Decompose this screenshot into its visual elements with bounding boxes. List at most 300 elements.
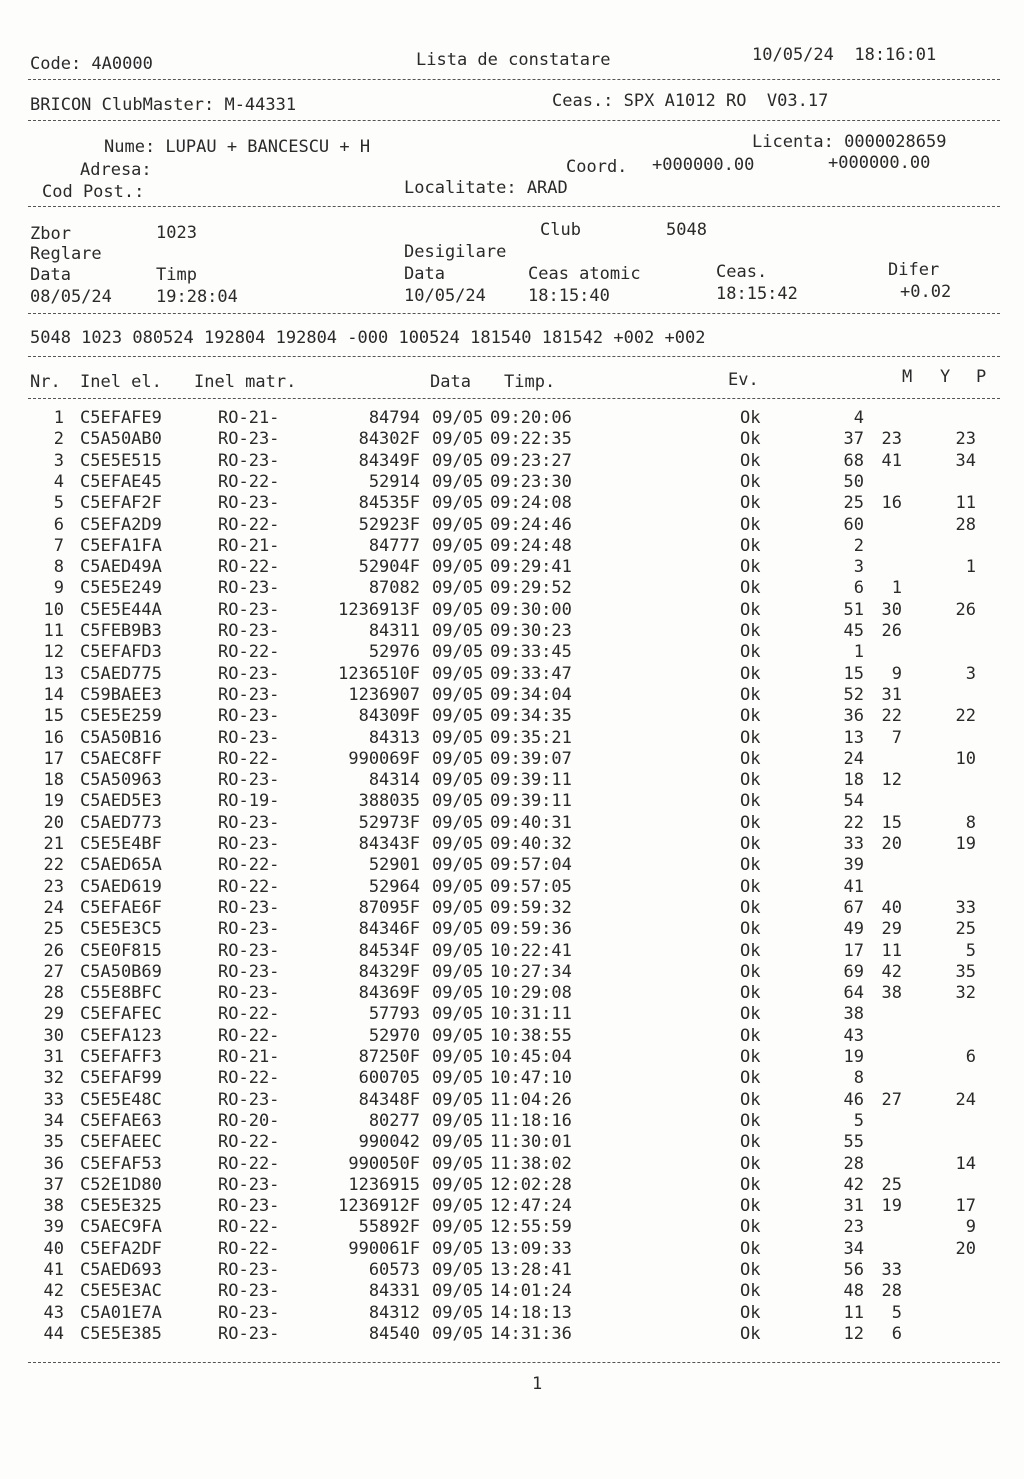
col-data: Data [430, 372, 471, 392]
ring-id: C5AED619 [80, 876, 162, 897]
arrival-date: 09/05 [432, 1089, 484, 1110]
ring-prefix: RO-22- [218, 557, 280, 578]
arrival-date: 09/05 [432, 1004, 484, 1025]
reglare-time: 19:28:04 [156, 287, 238, 307]
row-nr: 40 [43, 1238, 64, 1259]
score-m: 60 [843, 514, 864, 535]
print-datetime: 10/05/24 18:16:01 [752, 45, 937, 65]
score-p: 5 [965, 940, 976, 961]
table-row [0, 1196, 1024, 1217]
ring-id: C5AEC9FA [80, 1217, 162, 1238]
score-p: 10 [955, 748, 976, 769]
event-status: Ok [740, 812, 761, 833]
score-y: 5 [891, 1302, 902, 1323]
score-m: 39 [843, 855, 864, 876]
table-row [0, 813, 1024, 834]
event-status: Ok [740, 557, 761, 578]
arrival-time: 09:34:04 [490, 684, 572, 705]
table-row [0, 1068, 1024, 1089]
event-status: Ok [740, 1047, 761, 1067]
arrival-date: 09/05 [432, 1110, 484, 1131]
ring-id: C5FEB9B3 [80, 621, 162, 641]
row-nr: 12 [43, 642, 64, 663]
arrival-time: 09:57:04 [490, 855, 572, 876]
reglare-data-label: Data [30, 265, 71, 285]
score-m: 19 [843, 1047, 864, 1067]
arrival-time: 12:55:59 [490, 1217, 572, 1238]
ring-id: C55E8BFC [80, 983, 162, 1004]
score-m: 46 [843, 1089, 864, 1110]
col-inel-el: Inel el. [80, 372, 162, 392]
score-p: 17 [955, 1196, 976, 1217]
ring-number: 52970 [368, 1025, 420, 1046]
ring-id: C5EFAF2F [80, 493, 162, 514]
reglare-label: Reglare [30, 244, 102, 264]
ceas-atomic-label: Ceas atomic [528, 264, 641, 284]
col-nr: Nr. [30, 372, 61, 392]
club-label: Club [540, 220, 581, 240]
ring-id: C5E5E3AC [80, 1281, 162, 1302]
row-nr: 23 [43, 876, 64, 897]
ring-prefix: RO-23- [218, 961, 280, 982]
arrival-date: 09/05 [432, 940, 484, 961]
ring-prefix: RO-20- [218, 1110, 280, 1131]
arrival-date: 09/05 [432, 961, 484, 982]
ring-prefix: RO-22- [218, 1217, 280, 1238]
ceas-label: Ceas. [716, 262, 768, 282]
event-status: Ok [740, 727, 761, 748]
arrival-date: 09/05 [432, 684, 484, 705]
score-m: 3 [853, 557, 864, 578]
row-nr: 21 [43, 834, 64, 854]
arrival-time: 09:24:08 [490, 493, 572, 514]
row-nr: 1 [53, 408, 64, 428]
score-m: 56 [843, 1260, 864, 1280]
event-status: Ok [740, 706, 761, 727]
col-inel-matr: Inel matr. [194, 372, 297, 392]
arrival-time: 09:20:06 [490, 408, 572, 428]
ring-number: 84540 [368, 1323, 420, 1344]
table-row [0, 472, 1024, 493]
score-y: 33 [881, 1260, 902, 1280]
score-p: 20 [955, 1238, 976, 1259]
ring-prefix: RO-22- [218, 514, 280, 535]
event-status: Ok [740, 642, 761, 663]
score-m: 31 [843, 1196, 864, 1217]
ring-prefix: RO-21- [218, 535, 280, 556]
ring-number: 84349F [358, 450, 420, 471]
score-p: 23 [955, 429, 976, 450]
arrival-date: 09/05 [432, 748, 484, 769]
row-nr: 31 [43, 1047, 64, 1067]
table-row [0, 941, 1024, 962]
score-m: 22 [843, 812, 864, 833]
table-row [0, 834, 1024, 855]
zbor-value: 1023 [156, 223, 197, 243]
ring-id: C5A50963 [80, 770, 162, 791]
ring-number: 52973F [358, 812, 420, 833]
score-m: 36 [843, 706, 864, 727]
code-label: Code: 4A0000 [30, 54, 153, 74]
ring-number: 990069F [348, 748, 420, 769]
score-m: 48 [843, 1281, 864, 1302]
table-row [0, 557, 1024, 578]
row-nr: 25 [43, 919, 64, 940]
row-nr: 11 [43, 621, 64, 641]
ring-number: 1236510F [338, 663, 420, 684]
arrival-time: 13:28:41 [490, 1260, 572, 1280]
arrival-time: 09:30:23 [490, 621, 572, 641]
row-nr: 44 [43, 1323, 64, 1344]
score-m: 11 [843, 1302, 864, 1323]
arrival-date: 09/05 [432, 706, 484, 727]
score-y: 40 [881, 897, 902, 918]
arrival-time: 09:59:32 [490, 897, 572, 918]
score-m: 69 [843, 961, 864, 982]
event-status: Ok [740, 1260, 761, 1280]
ring-id: C5EFAF53 [80, 1153, 162, 1174]
score-y: 19 [881, 1196, 902, 1217]
score-m: 5 [853, 1110, 864, 1131]
row-nr: 38 [43, 1196, 64, 1217]
score-p: 11 [955, 493, 976, 514]
arrival-time: 12:02:28 [490, 1174, 572, 1195]
ring-id: C5E5E385 [80, 1323, 162, 1344]
ring-prefix: RO-21- [218, 1047, 280, 1067]
ring-number: 84311 [368, 621, 420, 641]
ring-prefix: RO-23- [218, 429, 280, 450]
score-m: 1 [853, 642, 864, 663]
device-label: BRICON ClubMaster: M-44331 [30, 95, 297, 115]
arrival-time: 11:18:16 [490, 1110, 572, 1131]
event-status: Ok [740, 1025, 761, 1046]
desigilare-label: Desigilare [404, 242, 507, 262]
ring-prefix: RO-22- [218, 1238, 280, 1259]
table-row [0, 493, 1024, 514]
ring-id: C5EFA123 [80, 1025, 162, 1046]
score-p: 35 [955, 961, 976, 982]
arrival-date: 09/05 [432, 770, 484, 791]
ring-prefix: RO-22- [218, 876, 280, 897]
ring-number: 84331 [368, 1281, 420, 1302]
event-status: Ok [740, 1153, 761, 1174]
club-value: 5048 [666, 220, 707, 240]
ring-id: C5EFAFEC [80, 1004, 162, 1025]
row-nr: 28 [43, 983, 64, 1004]
arrival-time: 09:33:47 [490, 663, 572, 684]
score-m: 38 [843, 1004, 864, 1025]
ring-prefix: RO-23- [218, 812, 280, 833]
divider [28, 356, 1000, 357]
row-nr: 4 [53, 471, 64, 492]
score-y: 6 [891, 1323, 902, 1344]
event-status: Ok [740, 1302, 761, 1323]
table-row [0, 1154, 1024, 1175]
license-number: Licenta: 0000028659 [752, 132, 947, 152]
score-m: 34 [843, 1238, 864, 1259]
ring-id: C5EFAFF3 [80, 1047, 162, 1067]
arrival-time: 09:23:27 [490, 450, 572, 471]
event-status: Ok [740, 450, 761, 471]
table-row [0, 791, 1024, 812]
ring-prefix: RO-23- [218, 1089, 280, 1110]
ring-number: 52976 [368, 642, 420, 663]
ring-id: C5A50AB0 [80, 429, 162, 450]
ring-prefix: RO-19- [218, 791, 280, 812]
ring-id: C5A50B16 [80, 727, 162, 748]
row-nr: 24 [43, 897, 64, 918]
ring-prefix: RO-23- [218, 834, 280, 854]
arrival-date: 09/05 [432, 983, 484, 1004]
table-row [0, 1026, 1024, 1047]
arrival-date: 09/05 [432, 1196, 484, 1217]
coord-lat: +000000.00 [652, 155, 755, 175]
ring-number: 990042 [358, 1132, 420, 1153]
arrival-time: 09:39:11 [490, 770, 572, 791]
row-nr: 35 [43, 1132, 64, 1153]
col-timp: Timp. [504, 372, 556, 392]
score-m: 25 [843, 493, 864, 514]
ring-prefix: RO-22- [218, 1068, 280, 1089]
ring-number: 1236907 [348, 684, 420, 705]
row-nr: 29 [43, 1004, 64, 1025]
ring-prefix: RO-23- [218, 1174, 280, 1195]
ring-prefix: RO-22- [218, 642, 280, 663]
zbor-label: Zbor [30, 224, 71, 244]
score-y: 38 [881, 983, 902, 1004]
arrival-date: 09/05 [432, 1153, 484, 1174]
coord-lon: +000000.00 [828, 153, 931, 173]
ring-prefix: RO-22- [218, 1132, 280, 1153]
arrival-time: 09:39:07 [490, 748, 572, 769]
arrival-date: 09/05 [432, 1132, 484, 1153]
event-status: Ok [740, 621, 761, 641]
event-status: Ok [740, 855, 761, 876]
score-m: 43 [843, 1025, 864, 1046]
ring-number: 57793 [368, 1004, 420, 1025]
divider [28, 313, 1000, 314]
event-status: Ok [740, 834, 761, 854]
event-status: Ok [740, 663, 761, 684]
arrival-time: 10:38:55 [490, 1025, 572, 1046]
score-m: 37 [843, 429, 864, 450]
score-p: 24 [955, 1089, 976, 1110]
arrival-time: 11:38:02 [490, 1153, 572, 1174]
table-row [0, 578, 1024, 599]
score-y: 42 [881, 961, 902, 982]
ring-id: C5EFAFD3 [80, 642, 162, 663]
ring-number: 52904F [358, 557, 420, 578]
score-m: 55 [843, 1132, 864, 1153]
ring-prefix: RO-23- [218, 897, 280, 918]
arrival-time: 09:24:46 [490, 514, 572, 535]
arrival-time: 11:30:01 [490, 1132, 572, 1153]
score-y: 12 [881, 770, 902, 791]
ring-id: C5AED775 [80, 663, 162, 684]
ring-number: 1236915 [348, 1174, 420, 1195]
event-status: Ok [740, 748, 761, 769]
event-status: Ok [740, 684, 761, 705]
score-p: 33 [955, 897, 976, 918]
row-nr: 36 [43, 1153, 64, 1174]
row-nr: 9 [53, 578, 64, 599]
score-m: 12 [843, 1323, 864, 1344]
table-row [0, 855, 1024, 876]
desigilare-data-label: Data [404, 264, 445, 284]
table-row [0, 1047, 1024, 1068]
address-label: Adresa: [80, 160, 152, 180]
ring-number: 87095F [358, 897, 420, 918]
arrival-time: 14:31:36 [490, 1323, 572, 1344]
row-nr: 2 [53, 429, 64, 450]
row-nr: 13 [43, 663, 64, 684]
ring-prefix: RO-23- [218, 493, 280, 514]
ring-number: 87082 [368, 578, 420, 599]
table-row [0, 1111, 1024, 1132]
score-y: 29 [881, 919, 902, 940]
ring-prefix: RO-23- [218, 983, 280, 1004]
event-status: Ok [740, 429, 761, 450]
arrival-time: 09:34:35 [490, 706, 572, 727]
event-status: Ok [740, 514, 761, 535]
ring-number: 84369F [358, 983, 420, 1004]
divider [28, 1362, 1000, 1363]
score-p: 6 [965, 1047, 976, 1067]
ring-id: C5EFA2DF [80, 1238, 162, 1259]
event-status: Ok [740, 961, 761, 982]
ring-number: 1236913F [338, 599, 420, 620]
table-row [0, 1175, 1024, 1196]
row-nr: 43 [43, 1302, 64, 1323]
ring-prefix: RO-23- [218, 578, 280, 599]
arrival-time: 12:47:24 [490, 1196, 572, 1217]
arrival-time: 10:27:34 [490, 961, 572, 982]
score-m: 13 [843, 727, 864, 748]
score-y: 7 [891, 727, 902, 748]
row-nr: 42 [43, 1281, 64, 1302]
ring-prefix: RO-22- [218, 471, 280, 492]
event-status: Ok [740, 471, 761, 492]
ring-number: 84346F [358, 919, 420, 940]
ring-number: 600705 [358, 1068, 420, 1089]
reglare-date: 08/05/24 [30, 287, 112, 307]
arrival-time: 11:04:26 [490, 1089, 572, 1110]
score-p: 1 [965, 557, 976, 578]
atomic-time: 18:15:40 [528, 286, 610, 306]
event-status: Ok [740, 535, 761, 556]
score-p: 19 [955, 834, 976, 854]
ring-id: C5EFAE6F [80, 897, 162, 918]
score-m: 28 [843, 1153, 864, 1174]
score-m: 42 [843, 1174, 864, 1195]
col-p: P [976, 367, 987, 387]
ring-prefix: RO-22- [218, 1004, 280, 1025]
score-m: 24 [843, 748, 864, 769]
ring-number: 52901 [368, 855, 420, 876]
arrival-time: 10:47:10 [490, 1068, 572, 1089]
ring-id: C5E5E249 [80, 578, 162, 599]
row-nr: 26 [43, 940, 64, 961]
ring-prefix: RO-23- [218, 1302, 280, 1323]
arrival-date: 09/05 [432, 408, 484, 428]
event-status: Ok [740, 599, 761, 620]
event-status: Ok [740, 1174, 761, 1195]
arrival-time: 09:40:32 [490, 834, 572, 854]
arrival-time: 09:29:52 [490, 578, 572, 599]
table-row [0, 770, 1024, 791]
row-nr: 8 [53, 557, 64, 578]
row-nr: 41 [43, 1260, 64, 1280]
ring-id: C5AED49A [80, 557, 162, 578]
ring-prefix: RO-23- [218, 919, 280, 940]
score-p: 26 [955, 599, 976, 620]
score-p: 34 [955, 450, 976, 471]
event-status: Ok [740, 1132, 761, 1153]
ring-number: 84535F [358, 493, 420, 514]
table-row [0, 1281, 1024, 1302]
ring-number: 60573 [368, 1260, 420, 1280]
page-number: 1 [532, 1374, 543, 1394]
score-y: 1 [891, 578, 902, 599]
ring-id: C5AED693 [80, 1260, 162, 1280]
arrival-date: 09/05 [432, 897, 484, 918]
table-row [0, 1260, 1024, 1281]
table-row [0, 642, 1024, 663]
table-row [0, 1090, 1024, 1111]
score-y: 22 [881, 706, 902, 727]
table-row [0, 962, 1024, 983]
score-m: 52 [843, 684, 864, 705]
ring-prefix: RO-21- [218, 408, 280, 428]
ring-prefix: RO-22- [218, 748, 280, 769]
score-y: 20 [881, 834, 902, 854]
arrival-date: 09/05 [432, 1302, 484, 1323]
ring-prefix: RO-23- [218, 621, 280, 641]
ring-prefix: RO-23- [218, 450, 280, 471]
ring-number: 84309F [358, 706, 420, 727]
event-status: Ok [740, 1196, 761, 1217]
event-status: Ok [740, 1089, 761, 1110]
score-y: 31 [881, 684, 902, 705]
row-nr: 30 [43, 1025, 64, 1046]
arrival-date: 09/05 [432, 429, 484, 450]
arrival-time: 09:30:00 [490, 599, 572, 620]
score-y: 25 [881, 1174, 902, 1195]
arrival-time: 10:22:41 [490, 940, 572, 961]
score-m: 41 [843, 876, 864, 897]
ring-number: 84343F [358, 834, 420, 854]
event-status: Ok [740, 1281, 761, 1302]
ring-prefix: RO-23- [218, 706, 280, 727]
row-nr: 5 [53, 493, 64, 514]
score-y: 11 [881, 940, 902, 961]
arrival-time: 09:59:36 [490, 919, 572, 940]
divider [28, 398, 1000, 399]
table-row [0, 536, 1024, 557]
arrival-date: 09/05 [432, 1281, 484, 1302]
event-status: Ok [740, 919, 761, 940]
arrival-date: 09/05 [432, 1260, 484, 1280]
arrival-time: 09:39:11 [490, 791, 572, 812]
arrival-date: 09/05 [432, 1238, 484, 1259]
ring-prefix: RO-22- [218, 1025, 280, 1046]
ring-prefix: RO-23- [218, 1323, 280, 1344]
ring-id: C5E5E4BF [80, 834, 162, 854]
ring-number: 84534F [358, 940, 420, 961]
row-nr: 33 [43, 1089, 64, 1110]
arrival-time: 10:45:04 [490, 1047, 572, 1067]
event-status: Ok [740, 1323, 761, 1344]
